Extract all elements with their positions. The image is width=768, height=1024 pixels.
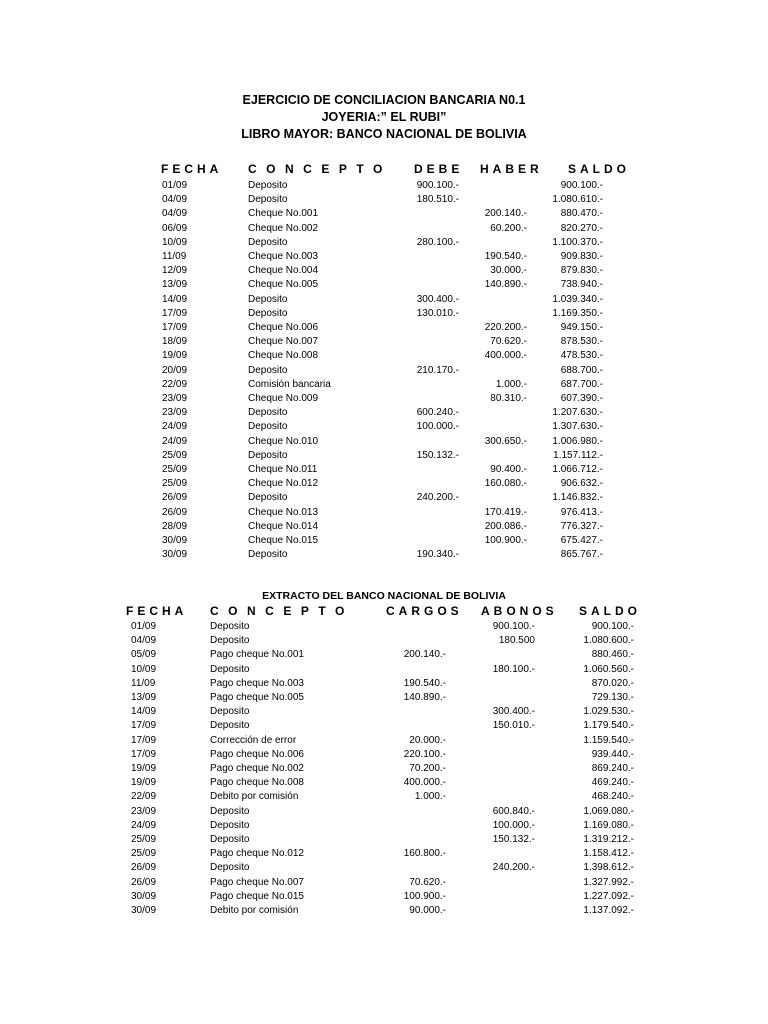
cell-concepto: Deposito — [248, 236, 288, 248]
cell-debe: 190.340.- — [416, 549, 459, 561]
table-row — [0, 506, 768, 520]
cell-fecha: 26/09 — [131, 876, 157, 888]
cell-concepto: Deposito — [210, 621, 250, 632]
table-row — [0, 691, 768, 705]
cell-haber: 80.310.- — [490, 393, 527, 404]
cell-saldo: 880.460.- — [591, 649, 634, 661]
table-row — [0, 378, 768, 392]
cell-saldo: 1.159.540.- — [583, 734, 634, 746]
cell-concepto: Cheque No.013 — [248, 506, 319, 518]
cell-haber: 170.419.- — [484, 506, 527, 518]
cell-concepto: Pago cheque No.003 — [210, 677, 304, 689]
cell-concepto: Pago cheque No.012 — [210, 848, 304, 860]
cell-fecha: 13/09 — [131, 692, 157, 703]
cell-concepto: Deposito — [248, 449, 288, 461]
cell-fecha: 25/09 — [162, 464, 188, 475]
cell-fecha: 25/09 — [162, 449, 188, 461]
cell-concepto: Debito por comisión — [210, 905, 299, 916]
cell-debe: 210.170.- — [416, 364, 459, 376]
cell-saldo: 869.240.- — [591, 763, 634, 774]
cell-fecha: 17/09 — [162, 307, 188, 319]
cell-concepto: Pago cheque No.002 — [210, 763, 304, 774]
cell-concepto: Deposito — [210, 706, 250, 718]
cell-fecha: 30/09 — [131, 905, 157, 916]
table-row — [0, 236, 768, 250]
table-row — [0, 904, 768, 918]
cell-debe: 900.100.- — [416, 180, 459, 191]
cell-concepto: Deposito — [248, 307, 288, 319]
cell-concepto: Deposito — [248, 180, 288, 191]
table-row — [0, 634, 768, 648]
cell-saldo: 820.270.- — [560, 222, 603, 234]
cell-saldo: 1.006.980.- — [552, 435, 603, 447]
cell-cargos: 90.000.- — [409, 905, 446, 916]
table-row — [0, 207, 768, 221]
table-row — [0, 677, 768, 691]
cell-haber: 200.086.- — [484, 520, 527, 532]
cell-fecha: 22/09 — [162, 378, 188, 390]
cell-concepto: Cheque No.001 — [248, 208, 319, 220]
cell-fecha: 24/09 — [131, 819, 157, 831]
cell-fecha: 14/09 — [162, 293, 188, 305]
extract-col-abonos: ABONOS — [481, 604, 558, 618]
table-row — [0, 278, 768, 292]
table-row — [0, 648, 768, 662]
cell-abonos: 180.100.- — [492, 663, 535, 675]
cell-fecha: 04/09 — [162, 208, 188, 220]
cell-saldo: 478.530.- — [560, 350, 603, 362]
table-row — [0, 491, 768, 505]
cell-concepto: Cheque No.008 — [248, 350, 319, 362]
table-row — [0, 463, 768, 477]
table-row — [0, 406, 768, 420]
table-row — [0, 477, 768, 491]
table-row — [0, 790, 768, 804]
table-row — [0, 876, 768, 890]
table-row — [0, 861, 768, 875]
cell-saldo: 1.069.080.- — [583, 805, 634, 817]
cell-saldo: 1.137.092.- — [583, 905, 634, 916]
cell-cargos: 70.620.- — [409, 876, 446, 888]
cell-saldo: 1.080.600.- — [583, 635, 634, 647]
cell-debe: 180.510.- — [416, 194, 459, 206]
cell-cargos: 190.540.- — [403, 677, 446, 689]
cell-fecha: 17/09 — [162, 322, 188, 333]
cell-fecha: 24/09 — [162, 421, 188, 433]
ledger-col-haber: HABER — [480, 162, 543, 176]
table-row — [0, 264, 768, 278]
cell-saldo: 976.413.- — [560, 506, 603, 518]
cell-concepto: Pago cheque No.008 — [210, 777, 304, 789]
cell-fecha: 23/09 — [162, 393, 188, 404]
cell-debe: 600.240.- — [416, 407, 459, 419]
table-row — [0, 435, 768, 449]
cell-haber: 90.400.- — [490, 464, 527, 475]
ledger-col-saldo: SALDO — [568, 162, 630, 176]
cell-concepto: Cheque No.010 — [248, 435, 319, 447]
cell-haber: 160.080.- — [484, 478, 527, 490]
table-row — [0, 776, 768, 790]
cell-haber: 200.140.- — [484, 208, 527, 220]
cell-fecha: 06/09 — [162, 222, 188, 234]
cell-cargos: 200.140.- — [403, 649, 446, 661]
cell-fecha: 30/09 — [131, 890, 157, 902]
cell-fecha: 25/09 — [162, 478, 188, 490]
cell-fecha: 14/09 — [131, 706, 157, 718]
extract-col-concepto: CONCEPTO — [210, 604, 354, 618]
cell-concepto: Deposito — [210, 819, 250, 831]
cell-saldo: 1.307.630.- — [552, 421, 603, 433]
cell-haber: 140.890.- — [484, 279, 527, 291]
cell-concepto: Deposito — [248, 194, 288, 206]
cell-fecha: 26/09 — [162, 492, 188, 504]
cell-saldo: 939.440.- — [591, 748, 634, 760]
cell-fecha: 30/09 — [162, 549, 188, 561]
cell-saldo: 865.767.- — [560, 549, 603, 561]
cell-fecha: 04/09 — [131, 635, 157, 647]
cell-saldo: 1.179.540.- — [583, 720, 634, 732]
cell-abonos: 180.500 — [498, 635, 535, 647]
table-row — [0, 847, 768, 861]
cell-fecha: 23/09 — [131, 805, 157, 817]
table-row — [0, 364, 768, 378]
cell-saldo: 1.398.612.- — [583, 862, 634, 874]
cell-abonos: 150.010.- — [492, 720, 535, 732]
cell-saldo: 469.240.- — [591, 777, 634, 789]
cell-concepto: Deposito — [248, 549, 288, 561]
table-row — [0, 734, 768, 748]
table-row — [0, 449, 768, 463]
cell-fecha: 25/09 — [131, 848, 157, 860]
cell-fecha: 11/09 — [131, 677, 156, 689]
cell-concepto: Pago cheque No.001 — [210, 649, 304, 661]
cell-fecha: 25/09 — [131, 834, 157, 845]
cell-saldo: 1.029.530.- — [583, 706, 634, 718]
cell-fecha: 17/09 — [131, 748, 157, 760]
cell-abonos: 100.000.- — [492, 819, 535, 831]
cell-saldo: 1.169.080.- — [583, 819, 634, 831]
cell-fecha: 19/09 — [162, 350, 188, 362]
cell-saldo: 879.830.- — [560, 265, 603, 277]
cell-fecha: 12/09 — [162, 265, 188, 277]
cell-concepto: Deposito — [210, 663, 250, 675]
extract-col-cargos: CARGOS — [386, 604, 463, 618]
cell-saldo: 900.100.- — [560, 180, 603, 191]
cell-debe: 100.000.- — [416, 421, 459, 433]
cell-concepto: Cheque No.004 — [248, 265, 319, 277]
cell-fecha: 10/09 — [162, 236, 188, 248]
cell-cargos: 140.890.- — [403, 692, 446, 703]
cell-concepto: Deposito — [248, 293, 288, 305]
cell-fecha: 26/09 — [131, 862, 157, 874]
table-row — [0, 663, 768, 677]
cell-saldo: 1.080.610.- — [552, 194, 603, 206]
cell-saldo: 1.039.340.- — [552, 293, 603, 305]
cell-cargos: 70.200.- — [409, 763, 446, 774]
cell-saldo: 607.390.- — [560, 393, 603, 404]
cell-concepto: Cheque No.009 — [248, 393, 319, 404]
cell-concepto: Deposito — [248, 407, 288, 419]
cell-haber: 70.620.- — [490, 336, 527, 348]
cell-abonos: 300.400.- — [492, 706, 535, 718]
ledger-col-debe: DEBE — [414, 162, 464, 176]
cell-haber: 100.900.- — [484, 535, 527, 546]
cell-fecha: 01/09 — [162, 180, 188, 191]
table-row — [0, 392, 768, 406]
cell-concepto: Deposito — [210, 635, 250, 647]
cell-saldo: 1.319.212.- — [583, 834, 634, 845]
table-row — [0, 193, 768, 207]
cell-haber: 1.000.- — [495, 378, 527, 390]
cell-saldo: 1.060.560.- — [583, 663, 634, 675]
cell-cargos: 400.000.- — [403, 777, 446, 789]
cell-concepto: Pago cheque No.006 — [210, 748, 304, 760]
cell-saldo: 949.150.- — [560, 322, 603, 333]
table-row — [0, 719, 768, 733]
cell-cargos: 1.000.- — [414, 791, 446, 803]
ledger-col-fecha: FECHA — [161, 162, 223, 176]
cell-haber: 30.000.- — [490, 265, 527, 277]
cell-concepto: Deposito — [248, 492, 288, 504]
extract-col-saldo: SALDO — [579, 604, 641, 618]
table-row — [0, 179, 768, 193]
cell-concepto: Pago cheque No.015 — [210, 890, 304, 902]
cell-saldo: 1.157.112.- — [553, 449, 603, 461]
table-row — [0, 250, 768, 264]
cell-concepto: Cheque No.006 — [248, 322, 319, 333]
cell-haber: 60.200.- — [490, 222, 527, 234]
cell-cargos: 100.900.- — [403, 890, 446, 902]
ledger-col-concepto: CONCEPTO — [248, 162, 392, 176]
cell-saldo: 688.700.- — [560, 364, 603, 376]
table-row — [0, 222, 768, 236]
table-row — [0, 321, 768, 335]
table-row — [0, 748, 768, 762]
table-row — [0, 534, 768, 548]
cell-saldo: 870.020.- — [591, 677, 634, 689]
table-row — [0, 548, 768, 562]
table-row — [0, 307, 768, 321]
cell-saldo: 1.158.412.- — [583, 848, 634, 860]
cell-fecha: 05/09 — [131, 649, 157, 661]
cell-fecha: 30/09 — [162, 535, 188, 546]
cell-concepto: Deposito — [210, 834, 250, 845]
cell-fecha: 10/09 — [131, 663, 157, 675]
cell-fecha: 24/09 — [162, 435, 188, 447]
table-row — [0, 705, 768, 719]
cell-saldo: 1.207.630.- — [552, 407, 603, 419]
table-row — [0, 293, 768, 307]
cell-saldo: 880.470.- — [560, 208, 603, 220]
cell-debe: 300.400.- — [416, 293, 459, 305]
cell-concepto: Cheque No.012 — [248, 478, 319, 490]
cell-concepto: Corrección de error — [210, 734, 297, 746]
cell-abonos: 900.100.- — [492, 621, 535, 632]
cell-concepto: Cheque No.011 — [248, 464, 318, 475]
cell-concepto: Deposito — [210, 720, 250, 732]
table-row — [0, 762, 768, 776]
cell-saldo: 468.240.- — [591, 791, 634, 803]
cell-abonos: 150.132.- — [492, 834, 535, 845]
cell-saldo: 1.100.370.- — [552, 236, 603, 248]
cell-saldo: 1.227.092.- — [583, 890, 634, 902]
cell-cargos: 220.100.- — [403, 748, 446, 760]
cell-concepto: Cheque No.002 — [248, 222, 319, 234]
cell-concepto: Pago cheque No.007 — [210, 876, 304, 888]
cell-saldo: 738.940.- — [560, 279, 603, 291]
cell-fecha: 04/09 — [162, 194, 188, 206]
cell-fecha: 17/09 — [131, 734, 157, 746]
cell-fecha: 17/09 — [131, 720, 157, 732]
cell-debe: 150.132.- — [416, 449, 459, 461]
table-row — [0, 620, 768, 634]
table-row — [0, 805, 768, 819]
cell-haber: 220.200.- — [484, 322, 527, 333]
cell-concepto: Cheque No.005 — [248, 279, 319, 291]
cell-saldo: 729.130.- — [591, 692, 634, 703]
cell-fecha: 01/09 — [131, 621, 157, 632]
cell-concepto: Cheque No.007 — [248, 336, 319, 348]
cell-haber: 300.650.- — [484, 435, 527, 447]
cell-fecha: 11/09 — [162, 251, 187, 262]
cell-concepto: Deposito — [210, 805, 250, 817]
cell-saldo: 906.632.- — [560, 478, 603, 490]
extract-title: EXTRACTO DEL BANCO NACIONAL DE BOLIVIA — [262, 590, 506, 602]
cell-fecha: 20/09 — [162, 364, 188, 376]
table-row — [0, 833, 768, 847]
cell-concepto: Deposito — [210, 862, 250, 874]
cell-abonos: 240.200.- — [492, 862, 535, 874]
cell-saldo: 776.327.- — [560, 520, 603, 532]
cell-fecha: 13/09 — [162, 279, 188, 291]
cell-saldo: 900.100.- — [591, 621, 634, 632]
cell-haber: 190.540.- — [484, 251, 527, 262]
table-row — [0, 420, 768, 434]
cell-saldo: 687.700.- — [560, 378, 603, 390]
cell-debe: 280.100.- — [416, 236, 459, 248]
cell-fecha: 26/09 — [162, 506, 188, 518]
cell-concepto: Debito por comisión — [210, 791, 299, 803]
cell-saldo: 1.169.350.- — [552, 307, 603, 319]
cell-saldo: 675.427.- — [560, 535, 603, 546]
cell-debe: 130.010.- — [416, 307, 459, 319]
cell-concepto: Deposito — [248, 364, 288, 376]
cell-debe: 240.200.- — [416, 492, 459, 504]
title-line-1: EJERCICIO DE CONCILIACION BANCARIA N0.1 — [242, 93, 526, 107]
table-row — [0, 819, 768, 833]
cell-fecha: 22/09 — [131, 791, 157, 803]
cell-saldo: 1.327.992.- — [583, 876, 634, 888]
table-row — [0, 335, 768, 349]
cell-cargos: 160.800.- — [403, 848, 446, 860]
cell-concepto: Pago cheque No.005 — [210, 692, 304, 703]
cell-concepto: Cheque No.014 — [248, 520, 319, 532]
cell-haber: 400.000.- — [484, 350, 527, 362]
cell-fecha: 19/09 — [131, 777, 157, 789]
cell-fecha: 28/09 — [162, 520, 188, 532]
cell-concepto: Deposito — [248, 421, 288, 433]
table-row — [0, 890, 768, 904]
title-line-3: LIBRO MAYOR: BANCO NACIONAL DE BOLIVIA — [241, 127, 527, 141]
title-line-2: JOYERIA:” EL RUBI” — [321, 110, 447, 124]
cell-concepto: Cheque No.015 — [248, 535, 319, 546]
cell-fecha: 23/09 — [162, 407, 188, 419]
cell-concepto: Comisión bancaria — [248, 378, 331, 390]
cell-abonos: 600.840.- — [492, 805, 535, 817]
table-row — [0, 520, 768, 534]
extract-col-fecha: FECHA — [126, 604, 188, 618]
cell-saldo: 1.066.712.- — [552, 464, 603, 475]
table-row — [0, 349, 768, 363]
cell-cargos: 20.000.- — [409, 734, 446, 746]
cell-fecha: 18/09 — [162, 336, 188, 348]
cell-concepto: Cheque No.003 — [248, 251, 319, 262]
cell-saldo: 1.146.832.- — [552, 492, 603, 504]
cell-saldo: 878.530.- — [560, 336, 603, 348]
cell-saldo: 909.830.- — [560, 251, 603, 262]
cell-fecha: 19/09 — [131, 763, 157, 774]
